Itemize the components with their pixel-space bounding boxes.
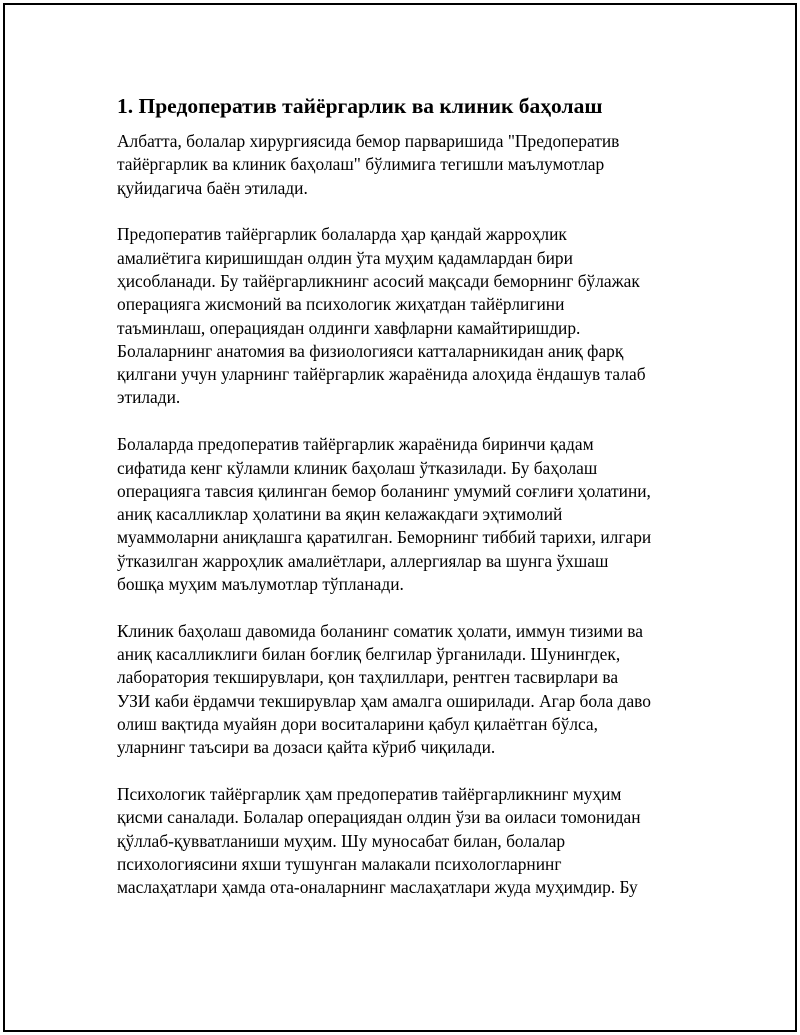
paragraph-intro: Албатта, болалар хирургиясида бемор парваришида "Предоператив тайёргарлик ва клиник баҳолаш" бўлимига тегишли маълумотлар қуйидагича баён этилади. bbox=[117, 131, 620, 198]
paragraph-psychological-preparation: Психологик тайёргарлик ҳам предоператив тайёргарликнинг муҳим қисми саналади. Болалар операциядан олдин ўзи ва оиласи томонидан қўллаб-қувватланиши муҳим. Шу муносабат билан, болалар психологиясини яхши тушунган малакали психологларнинг маслаҳатлари ҳамда ота-оналарнинг маслаҳатлари жуда муҳимдир. Бу bbox=[117, 784, 641, 898]
section-heading: 1. Предоператив тайёргарлик ва клиник баҳолаш bbox=[117, 94, 603, 118]
document-body bbox=[117, 92, 697, 923]
paragraph-clinical-assessment: Болаларда предоператив тайёргарлик жараёнида биринчи қадам сифатида кенг кўламли клиник баҳолаш ўтказилади. Бу баҳолаш операцияга тавсия қилинган бемор боланинг умумий соғлиғи ҳолатини, аниқ касалликлар ҳолатини ва яқин келажакдаги эҳтимолий муаммоларни аниқлашга қаратилган. Беморнинг тиббий тарихи, илгари ўтказилган жарроҳлик амалиётлари, аллергиялар ва шунга ўхшаш бошқа муҳим маълумотлар тўпланади. bbox=[117, 434, 652, 595]
paragraph-examinations: Клиник баҳолаш давомида боланинг соматик ҳолати, иммун тизими ва аниқ касалликлиги билан боғлиқ белгилар ўрганилади. Шунингдек, лаборатория текширувлари, қон таҳлиллари, рентген тасвирлари ва УЗИ каби ёрдамчи текширувлар ҳам амалга оширилади. Агар бола даво олиш вақтида муайян дори воситаларини қабул қилаётган бўлса, уларнинг таъсири ва дозаси қайта кўриб чиқилади. bbox=[117, 620, 651, 758]
paragraph-preoperative-preparation: Предоператив тайёргарлик болаларда ҳар қандай жарроҳлик амалиётига киришишдан олдин ўта муҳим қадамлардан бири ҳисобланади. Бу тайёргарликнинг асосий мақсади беморнинг бўлажак операцияга жисмоний ва психологик жиҳатдан тайёрлигини таъминлаш, операциядан олдинги хавфларни камайтиришдир. Болаларнинг анатомия ва физиологияси катталарникидан аниқ фарқ қилгани учун уларнинг тайёргарлик жараёнида алоҳида ёндашув талаб этилади. bbox=[117, 224, 646, 408]
